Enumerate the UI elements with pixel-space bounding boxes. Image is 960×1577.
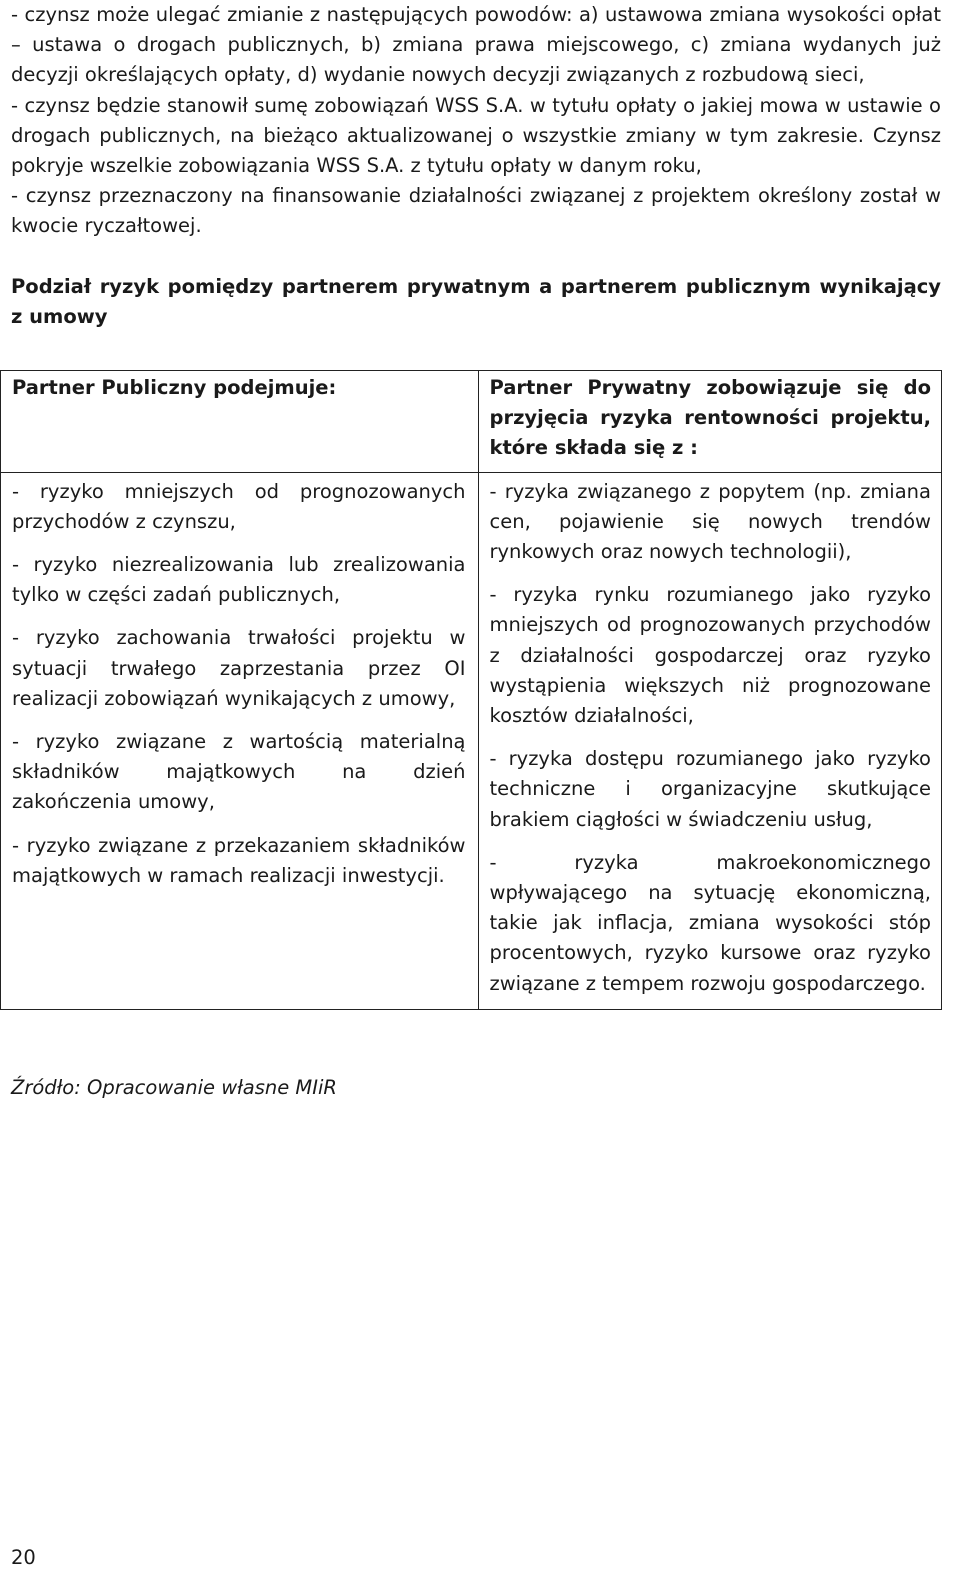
section-heading: Podział ryzyk pomiędzy partnerem prywatnym a partnerem publicznym wynikający z umowy bbox=[11, 274, 941, 328]
public-risk-item: - ryzyko zachowania trwałości projektu w sytuacji trwałego zaprzestania przez OI realizacji zobowiązań wynikających z umowy, bbox=[12, 626, 466, 710]
intro-paragraph-3: - czynsz przeznaczony na finansowanie działalności związanej z projektem określony został w kwocie ryczałtowej. bbox=[11, 184, 941, 238]
private-risks-cell bbox=[478, 472, 942, 1009]
document-page bbox=[11, 0, 941, 332]
intro-paragraph-1: - czynsz może ulegać zmianie z następujących powodów: a) ustawowa zmiana wysokości opłat – ustawa o drogach publicznych, b) zmiana prawa miejscowego, c) zmiana wydanych już decyzji określających opłaty, d) wydanie nowych decyzji związanych z rozbudową sieci, bbox=[11, 3, 941, 87]
intro-section bbox=[11, 0, 941, 242]
header-cell-public bbox=[1, 371, 479, 473]
page-number: 20 bbox=[11, 1546, 36, 1569]
private-risk-item: - ryzyka makroekonomicznego wpływającego na sytuację ekonomiczną, takie jak inflacja, zmiana wysokości stóp procentowych, ryzyko kursowe oraz ryzyko związane z tempem rozwoju gospodarczego. bbox=[489, 850, 931, 995]
source-note: Źródło: Opracowanie własne MIiR bbox=[11, 1076, 337, 1099]
public-risk-item: - ryzyko związane z przekazaniem składników majątkowych w ramach realizacji inwestycji. bbox=[12, 833, 466, 887]
header-cell-private bbox=[478, 371, 942, 473]
table-header-row bbox=[1, 371, 942, 473]
private-risk-item: - ryzyka związanego z popytem (np. zmiana cen, pojawienie się nowych trendów rynkowych oraz nowych technologii), bbox=[489, 479, 931, 564]
table-body-row bbox=[1, 472, 942, 1009]
public-risks-cell bbox=[1, 472, 479, 1009]
public-risk-item: - ryzyko mniejszych od prognozowanych przychodów z czynszu, bbox=[12, 479, 466, 533]
risk-allocation-table bbox=[0, 370, 942, 1010]
private-risk-item: - ryzyka dostępu rozumianego jako ryzyko techniczne i organizacyjne skutkujące brakiem ciągłości w świadczeniu usług, bbox=[489, 747, 931, 831]
header-private-partner: Partner Prywatny zobowiązuje się do przyjęcia ryzyka rentowności projektu, które składa się z : bbox=[489, 376, 931, 460]
header-public-partner: Partner Publiczny podejmuje: bbox=[12, 376, 337, 399]
private-risk-item: - ryzyka rynku rozumianego jako ryzyko mniejszych od prognozowanych przychodów z działalności gospodarczej oraz ryzyko wystąpienia większych niż prognozowane kosztów działalności, bbox=[489, 583, 931, 728]
intro-paragraph-2: - czynsz będzie stanowił sumę zobowiązań WSS S.A. w tytułu opłaty o jakiej mowa w ustawie o drogach publicznych, na bieżąco aktualizowanej o wszystkie zmiany w tym zakresie. Czynsz pokryje wszelkie zobowiązania WSS S.A. z tytułu opłaty w danym roku, bbox=[11, 93, 941, 178]
public-risk-item: - ryzyko niezrealizowania lub zrealizowania tylko w części zadań publicznych, bbox=[12, 553, 466, 607]
public-risk-item: - ryzyko związane z wartością materialną składników majątkowych na dzień zakończenia umowy, bbox=[12, 730, 466, 814]
